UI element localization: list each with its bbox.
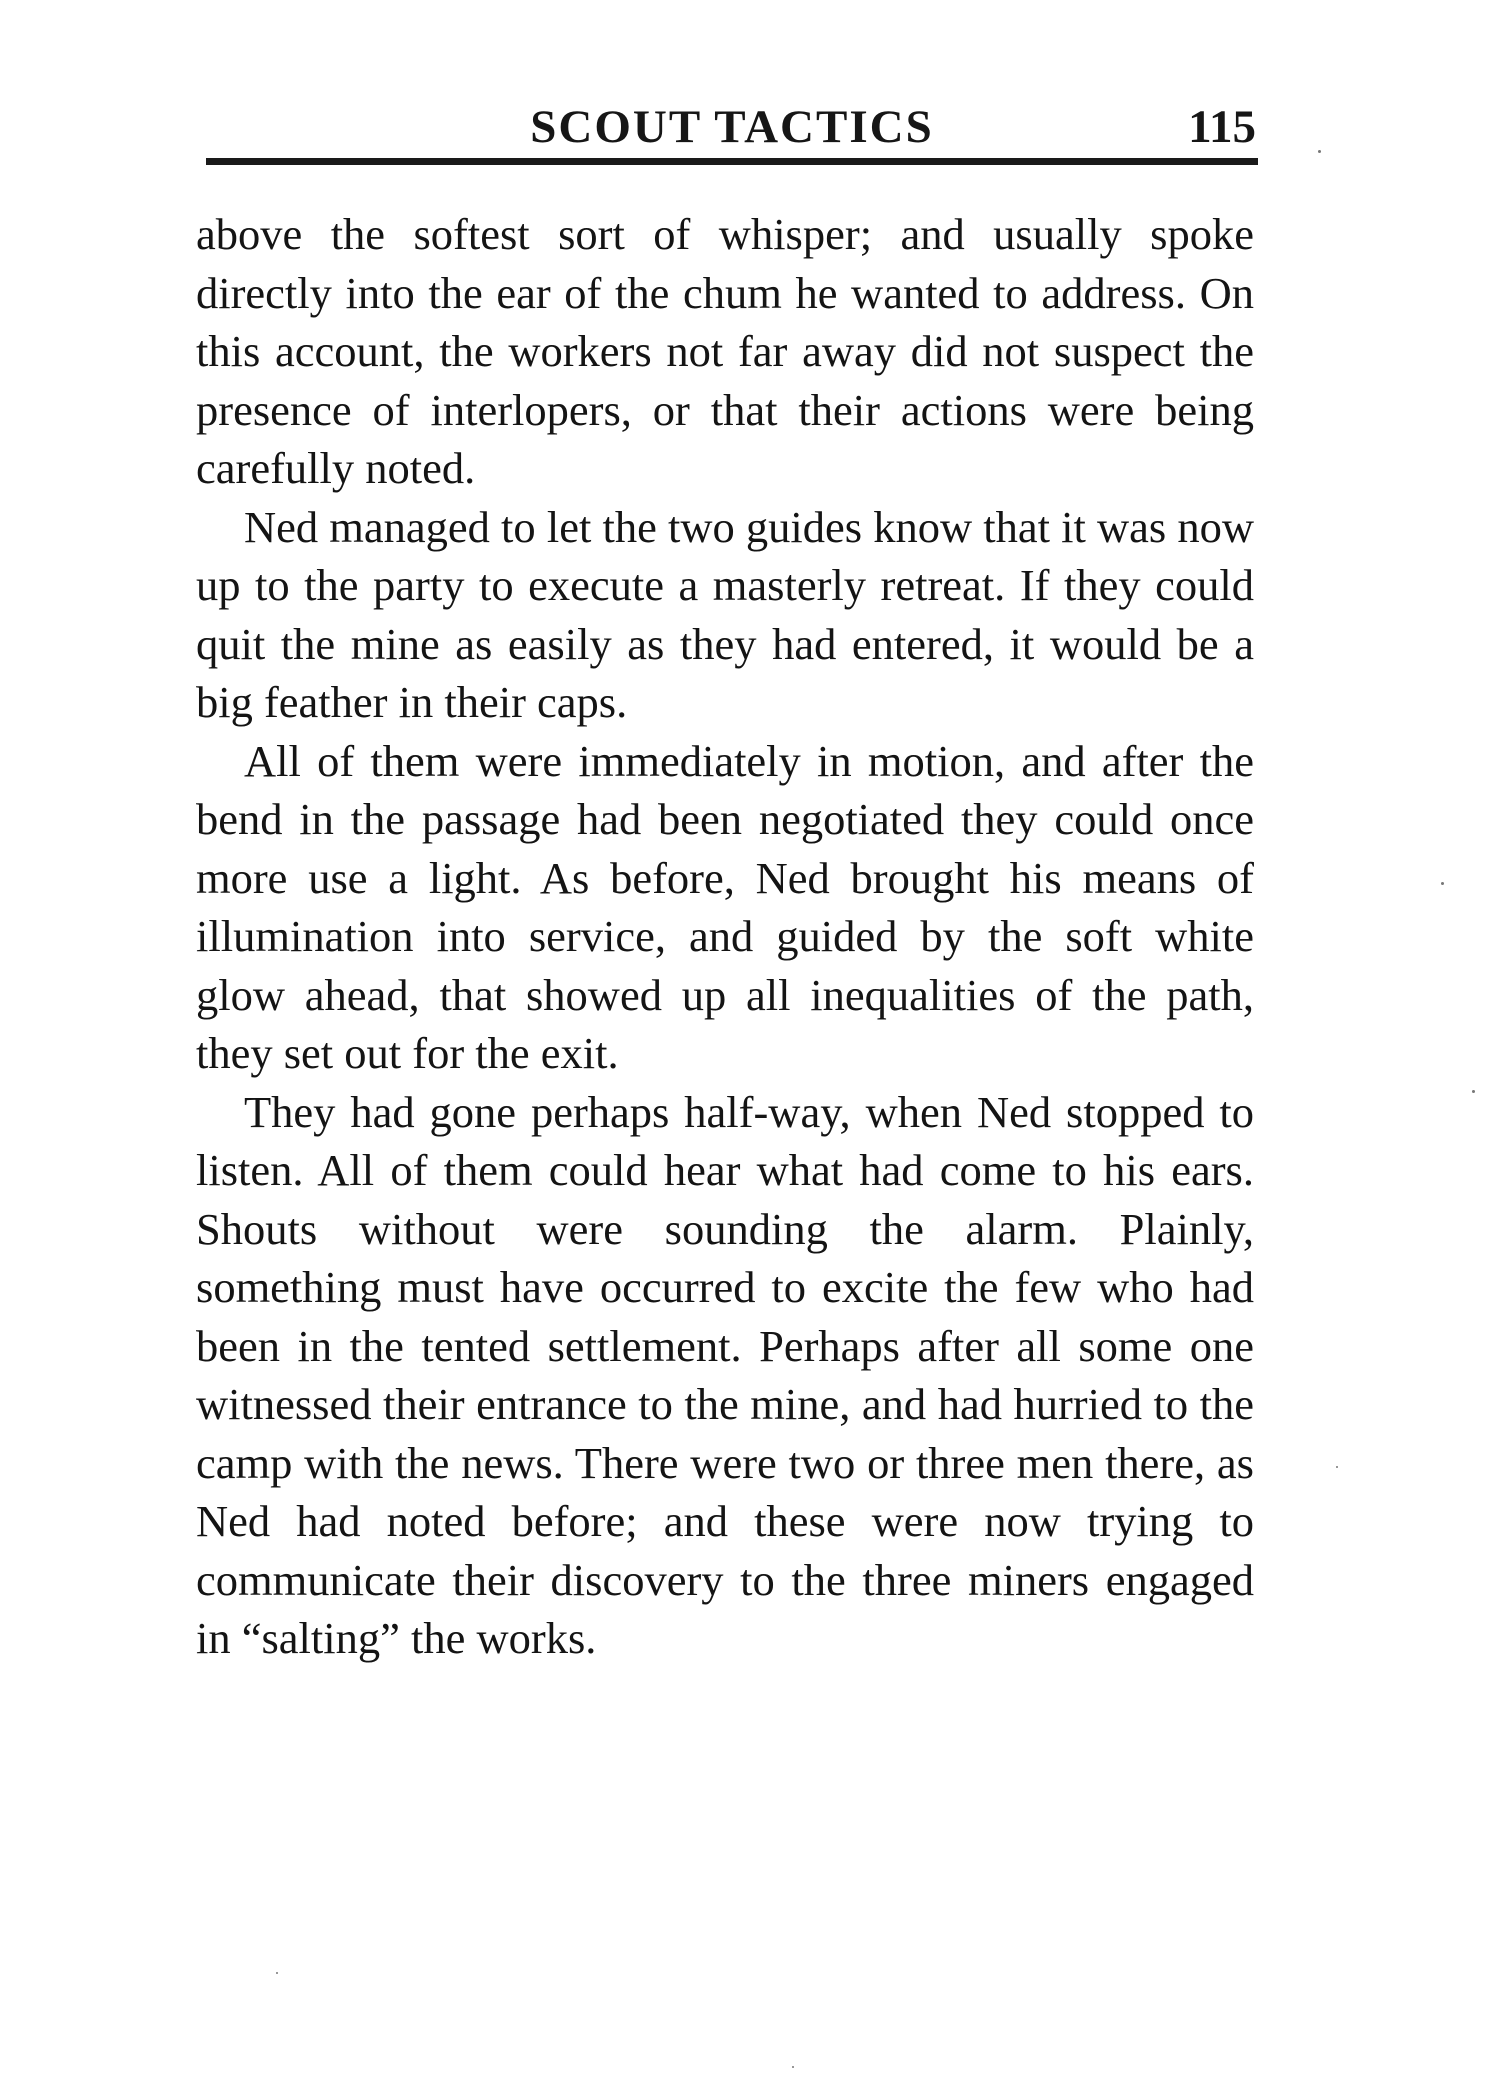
- paper-speck: [1441, 882, 1444, 885]
- paragraph-4: They had gone perhaps half-way, when Ned stopped to listen. All of them could hear what had come to his ears. Shouts without were sounding the alarm. Plainly, something must have occurred to excite the few who had been in the tented settlement. Perhaps after all some one witnessed their entrance to the mine, and had hurried to the camp with the news. There were two or three men there, as Ned had noted before; and these were now trying to communicate their discovery to the three miners engaged in “salting” the works.: [196, 1086, 1254, 1663]
- paper-speck: [792, 2066, 794, 2068]
- paper-speck: [276, 1972, 278, 1974]
- paper-speck: [1472, 1090, 1475, 1093]
- paragraph-2: Ned managed to let the two guides know that it was now up to the party to execute a masterly retreat. If they could quit the mine as easily as they had entered, it would be a big feather in their caps.: [196, 501, 1254, 727]
- running-head: [206, 92, 1258, 162]
- running-title: SCOUT TACTICS: [530, 101, 934, 153]
- paper-speck: [1336, 1466, 1338, 1468]
- paragraph-1: above the softest sort of whisper; and usually spoke directly into the ear of the chum he wanted to address. On this account, the workers not far away did not suspect the presence of interlopers, or that their actions were being carefully noted.: [196, 209, 1254, 493]
- header-rule: [206, 158, 1258, 165]
- body-text: [196, 205, 1254, 1668]
- page-number: 115: [1188, 101, 1256, 153]
- paragraph-3: All of them were immediately in motion, and after the bend in the passage had been negotiated they could once more use a light. As before, Ned brought his means of illumination into service, and guided by the soft white glow ahead, that showed up all inequalities of the path, they set out for the exit.: [196, 735, 1254, 1078]
- paper-speck: [1318, 150, 1321, 153]
